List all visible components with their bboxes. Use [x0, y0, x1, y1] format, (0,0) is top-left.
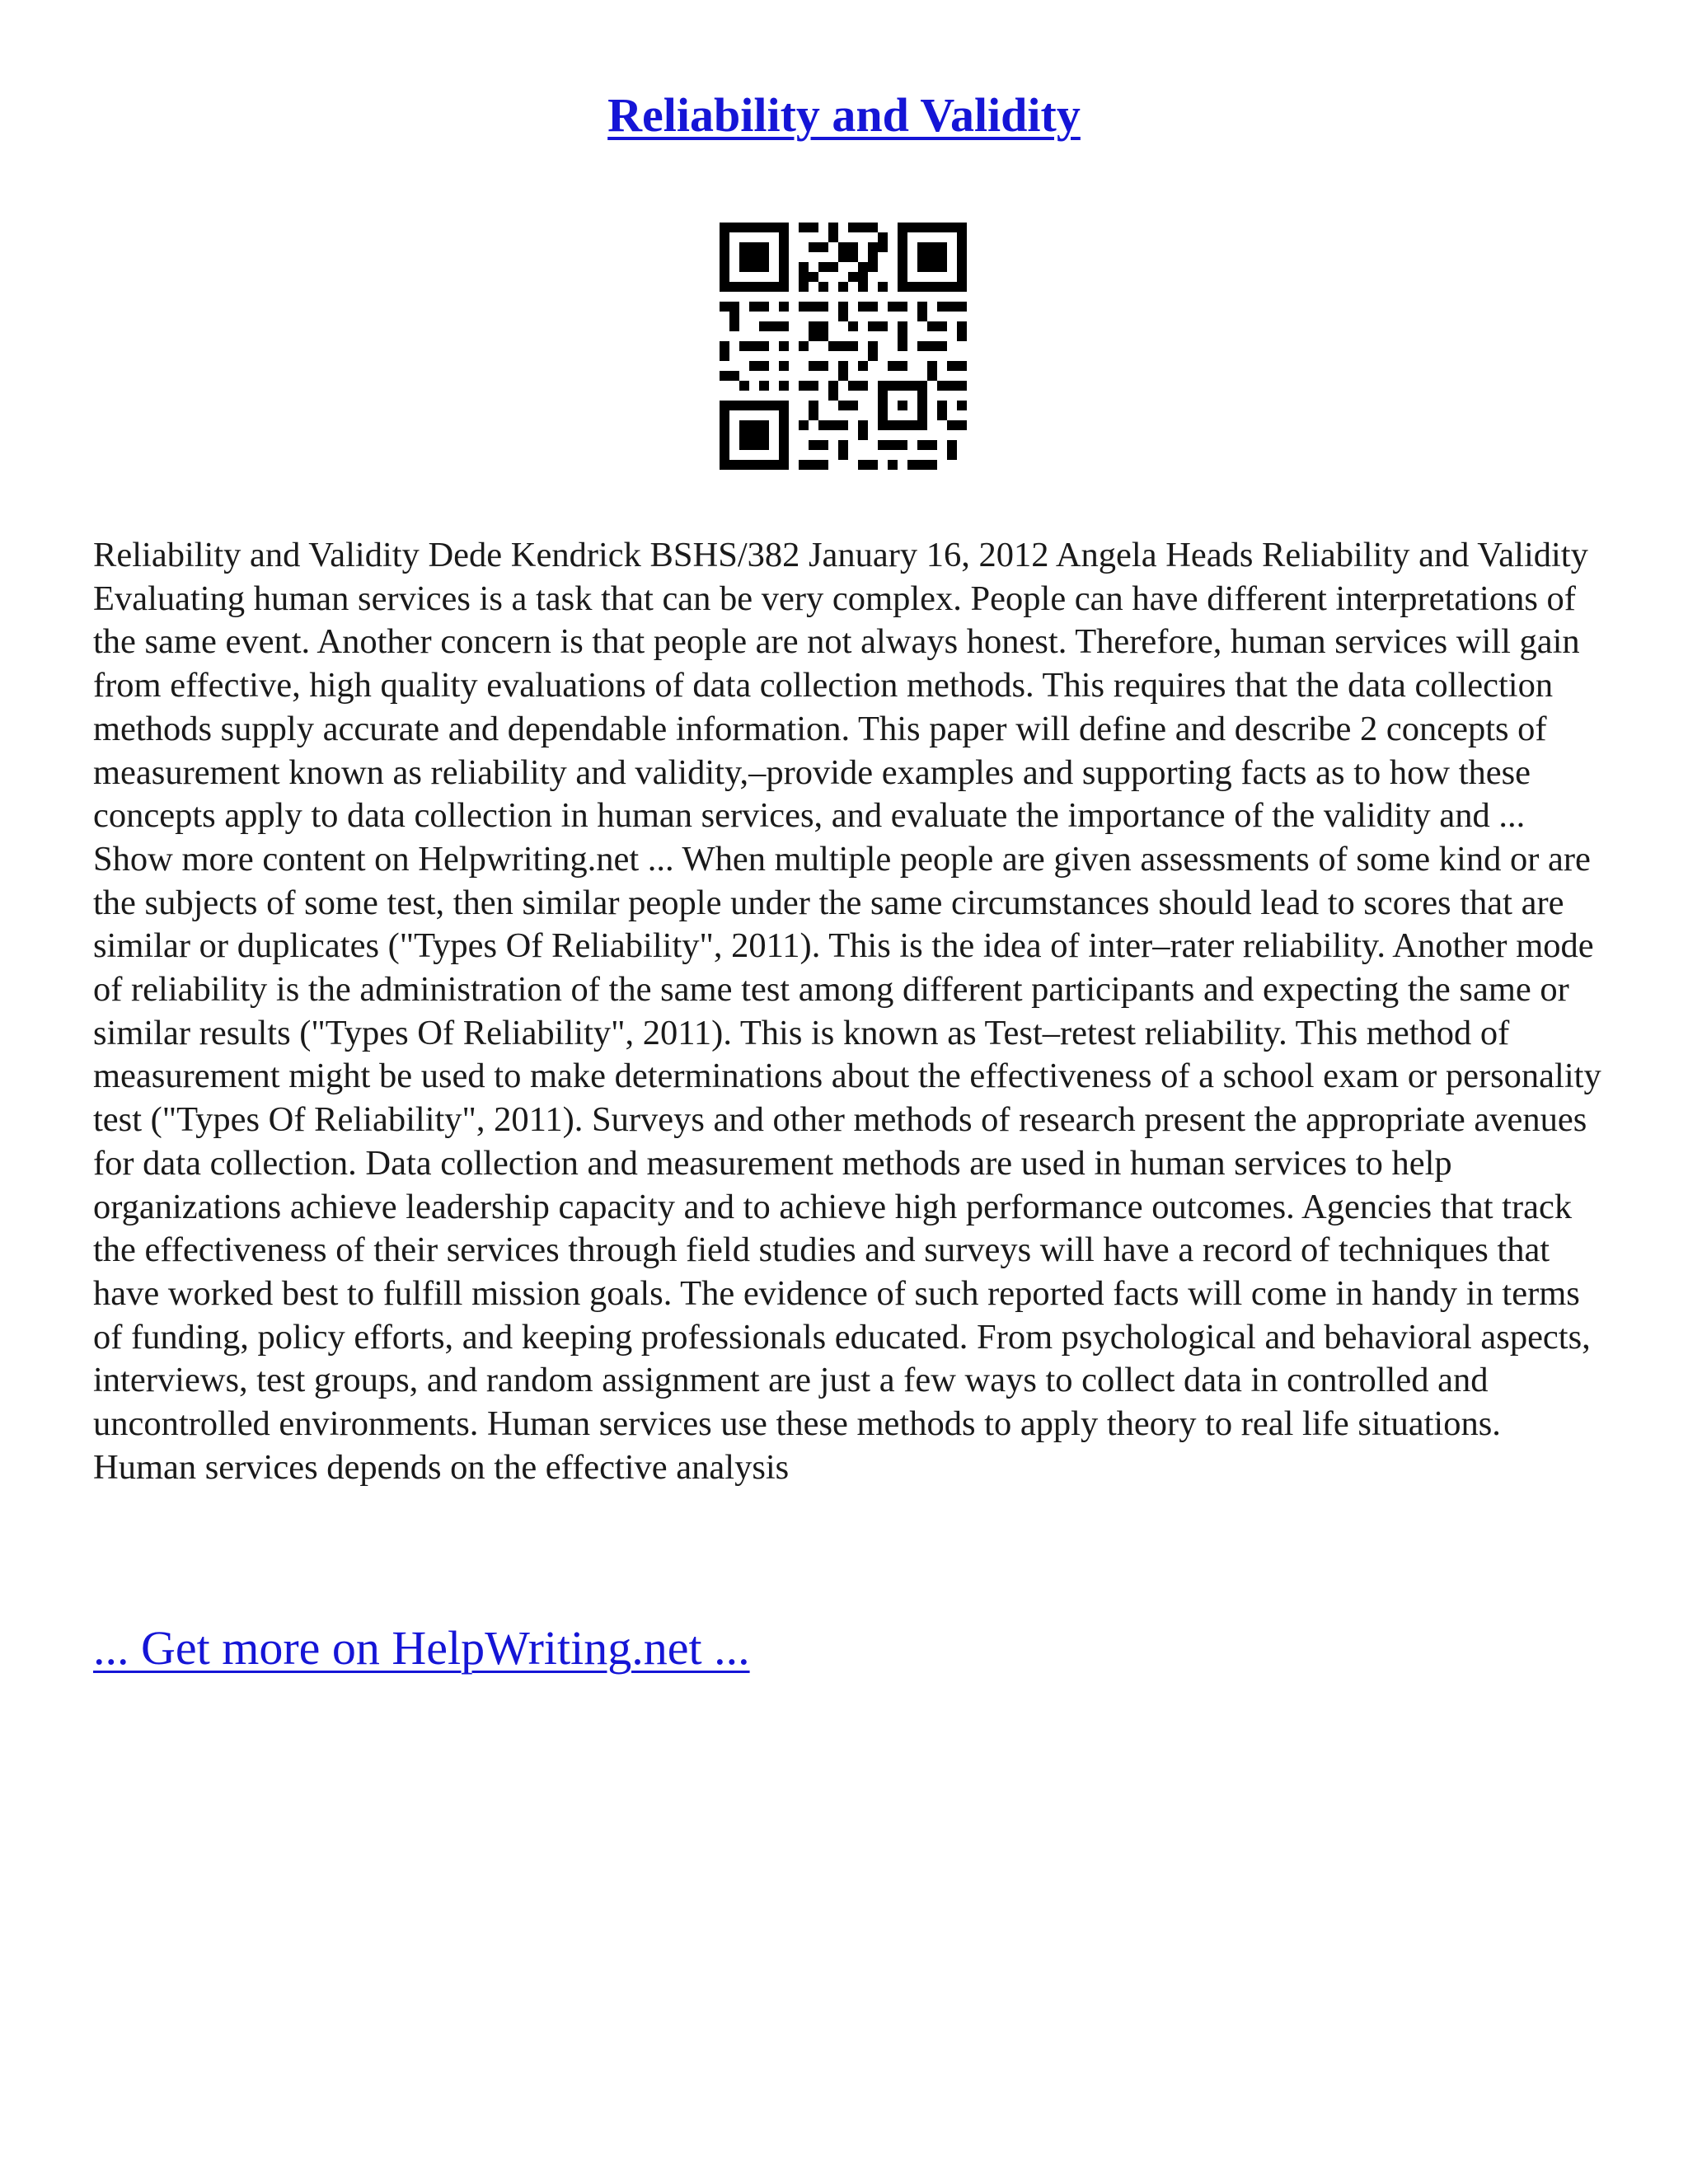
document-title — [0, 89, 1688, 142]
get-more-link-container — [93, 1619, 750, 1677]
qr-code-icon — [720, 223, 967, 470]
title-link[interactable]: Reliability and Validity — [607, 88, 1081, 142]
get-more-link[interactable]: ... Get more on HelpWriting.net ... — [93, 1621, 750, 1675]
document-body: Reliability and Validity Dede Kendrick BSHS/382 January 16, 2012 Angela Heads Reliability and Validity Evaluating human services is a task that can be very complex. People can have different interpretations of the same event. Another concern is that people are not always honest. Therefore, human services will gain from effective, high quality evaluations of data collection methods. This requires that the data collection methods supply accurate and dependable information. This paper will define and describe 2 concepts of measurement known as reliability and validity,–provide examples and supporting facts as to how these concepts apply to data collection in human services, and evaluate the importance of the validity and ... Show more content on Helpwriting.net ... When multiple people are given assessments of some kind or are the subjects of some test, then similar people under the same circumstances should lead to scores that are similar or duplicates ("Types Of Reliability", 2011). This is the idea of inter–rater reliability. Another mode of reliability is the administration of the same test among different participants and expecting the same or similar results ("Types Of Reliability", 2011). This is known as Test–retest reliability. This method of measurement might be used to make determinations about the effectiveness of a school exam or personality test ("Types Of Reliability", 2011). Surveys and other methods of research present the appropriate avenues for data collection. Data collection and measurement methods are used in human services to help organizations achieve leadership capacity and to achieve high performance outcomes. Agencies that track the effectiveness of their services through field studies and surveys will have a record of techniques that have worked best to fulfill mission goals. The evidence of such reported facts will come in handy in terms of funding, policy efforts, and keeping professionals educated. From psychological and behavioral aspects, interviews, test groups, and random assignment are just a few ways to collect data in controlled and uncontrolled environments. Human services use these methods to apply theory to real life situations. Human services depends on the effective analysis — [93, 536, 1601, 1487]
